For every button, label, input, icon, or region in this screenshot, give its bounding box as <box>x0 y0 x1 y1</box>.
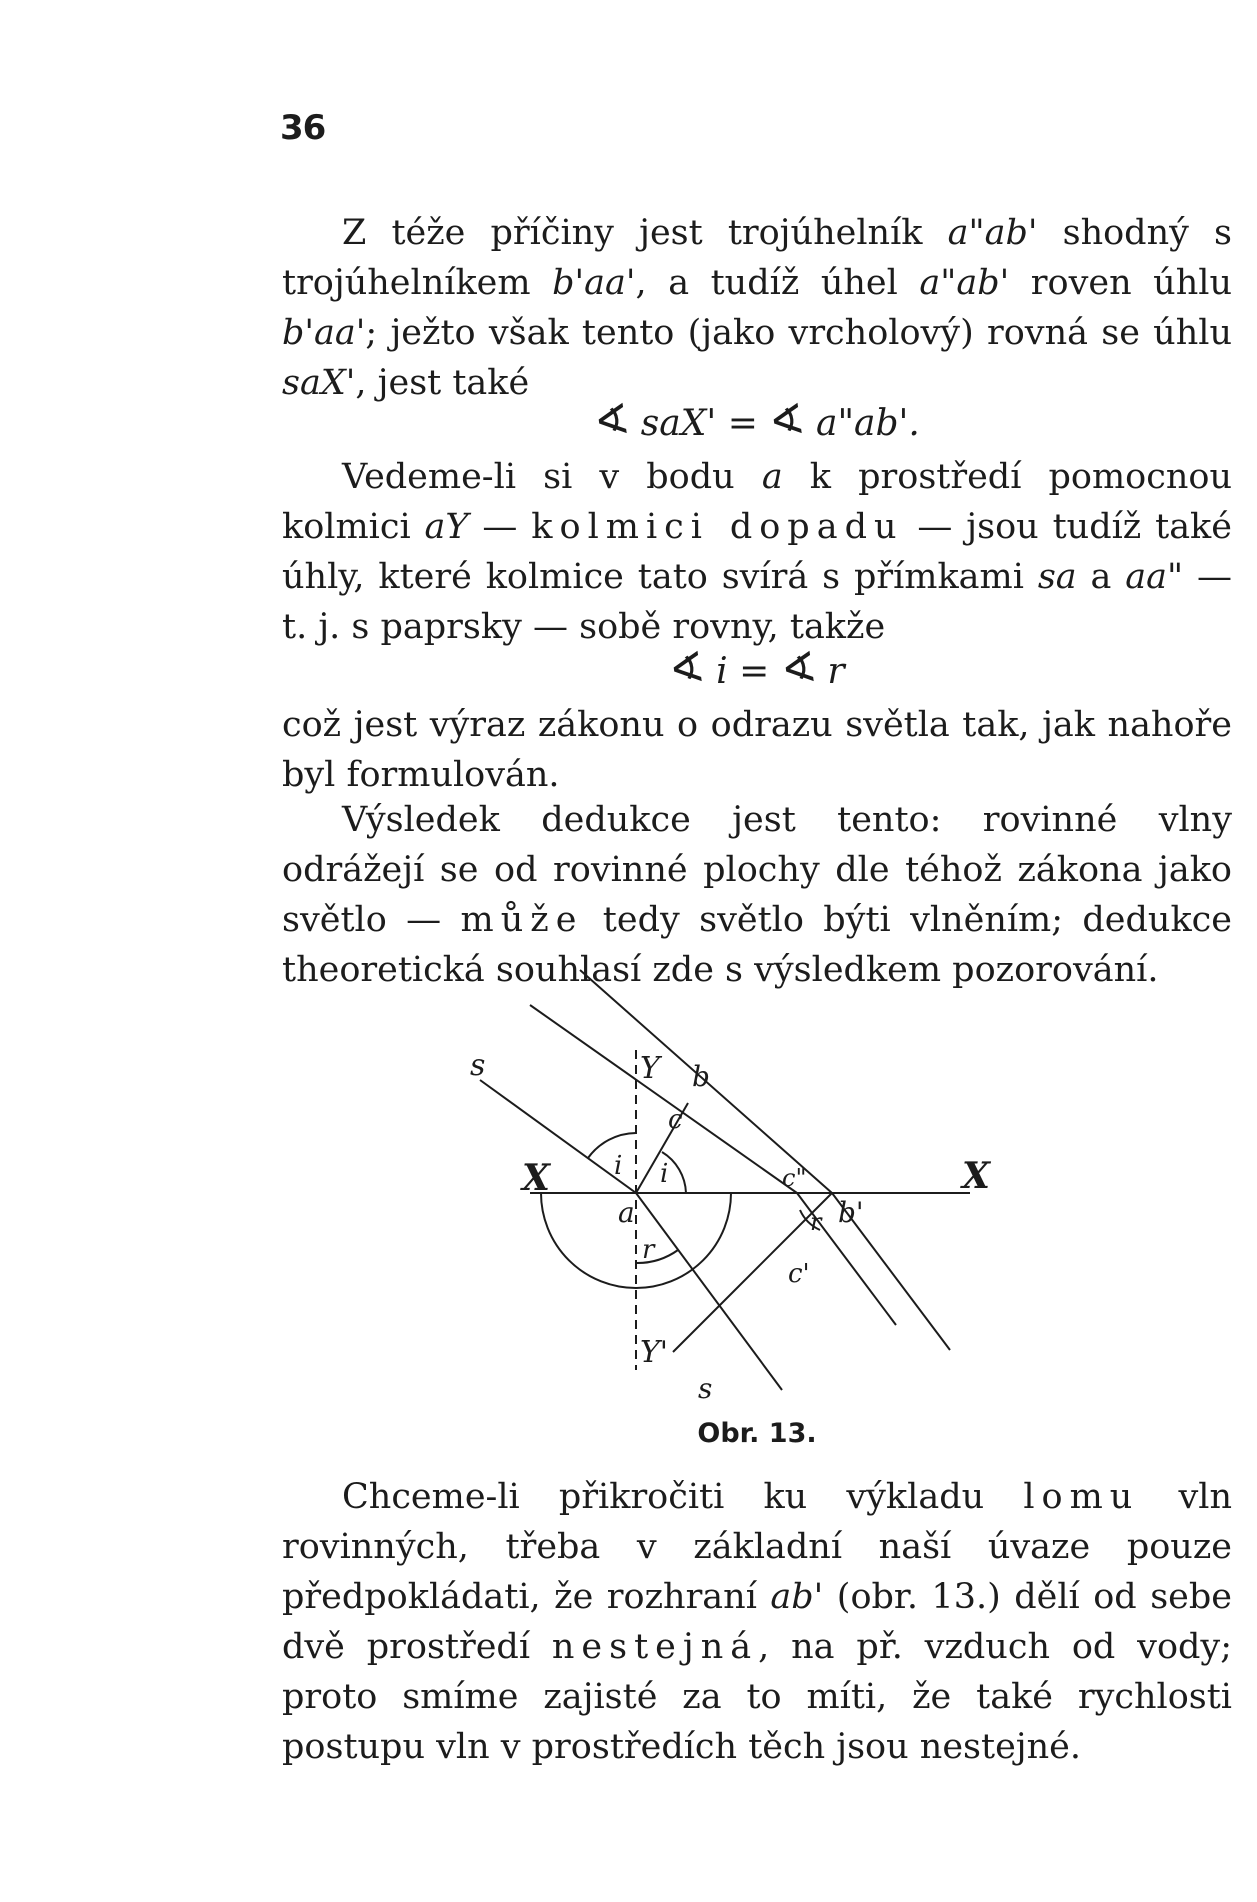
label-c: c <box>668 1105 683 1135</box>
label-y-top: Y <box>640 1051 660 1086</box>
label-i-left: i <box>614 1151 623 1181</box>
angle-arc-i-left <box>588 1133 636 1158</box>
label-x-left: X <box>522 1157 550 1199</box>
label-r-left: r <box>642 1235 655 1265</box>
label-c-prime: c' <box>788 1259 810 1289</box>
angle-symbol: ∢ <box>666 641 708 696</box>
label-r-right: r <box>810 1208 822 1236</box>
label-s-bottom: s <box>698 1372 713 1405</box>
label-i-right: i <box>660 1159 669 1189</box>
incident-ray-s <box>480 1080 636 1193</box>
paragraph-1: Z téže příčiny jest trojúhelník a"ab' shodný s trojúhelníkem b'aa', a tudíž úhel a"ab' roven úhlu b'aa'; ježto však tento (jako vrcholový) rovná se úhlu saX', jest také <box>282 213 1232 403</box>
diagram-svg <box>470 960 1030 1410</box>
paragraph-2: Vedeme-li si v bodu a k prostředí pomocnou kolmici aY — kolmici dopadu — jsou tudíž také úhly, které kolmice tato svírá s přímkami sa a aa" — t. j. s paprsky — sobě rovny, takže <box>282 457 1232 647</box>
label-y-bottom: Y' <box>640 1335 669 1370</box>
label-b-prime: b' <box>838 1196 864 1229</box>
label-c-double: c" <box>782 1164 807 1192</box>
label-a: a <box>618 1196 635 1229</box>
angle-symbol: ∢ <box>766 393 808 448</box>
figure-caption: Obr. 13. <box>697 1418 817 1449</box>
equation-angle-equality: ∢ saX' = ∢ a"ab'. <box>590 393 920 448</box>
paragraph-5: Chceme-li přikročiti ku výkladu lomu vln rovinných, třeba v základní naší úvaze pouze předpokládati, že rozhraní ab' (obr. 13.) dělí od sebe dvě prostředí nestejná, na př. vzduch od vody; proto smíme zajisté za to míti, že také rychlosti postupu vln v prostředích těch jsou nestejné. <box>282 1477 1232 1767</box>
label-s-top: s <box>470 1048 486 1083</box>
angle-symbol: ∢ <box>590 393 633 448</box>
paragraph-4: Výsledek dedukce jest tento: rovinné vlny odrážejí se od rovinné plochy dle téhož zákona jako světlo — může tedy světlo býti vlněním; dedukce theoretická souhlasí zde s výsledkem pozorování. <box>282 800 1232 990</box>
paragraph-3: což jest výraz zákonu o odrazu světla tak, jak nahoře byl formulován. <box>282 705 1232 795</box>
equation-reflection-law: ∢ i = ∢ r <box>666 641 845 696</box>
label-b: b <box>692 1060 710 1093</box>
page-number: 36 <box>280 108 326 148</box>
angle-symbol: ∢ <box>777 641 820 696</box>
label-x-right: X <box>962 1155 990 1197</box>
figure-reflection-diagram <box>470 960 1030 1410</box>
